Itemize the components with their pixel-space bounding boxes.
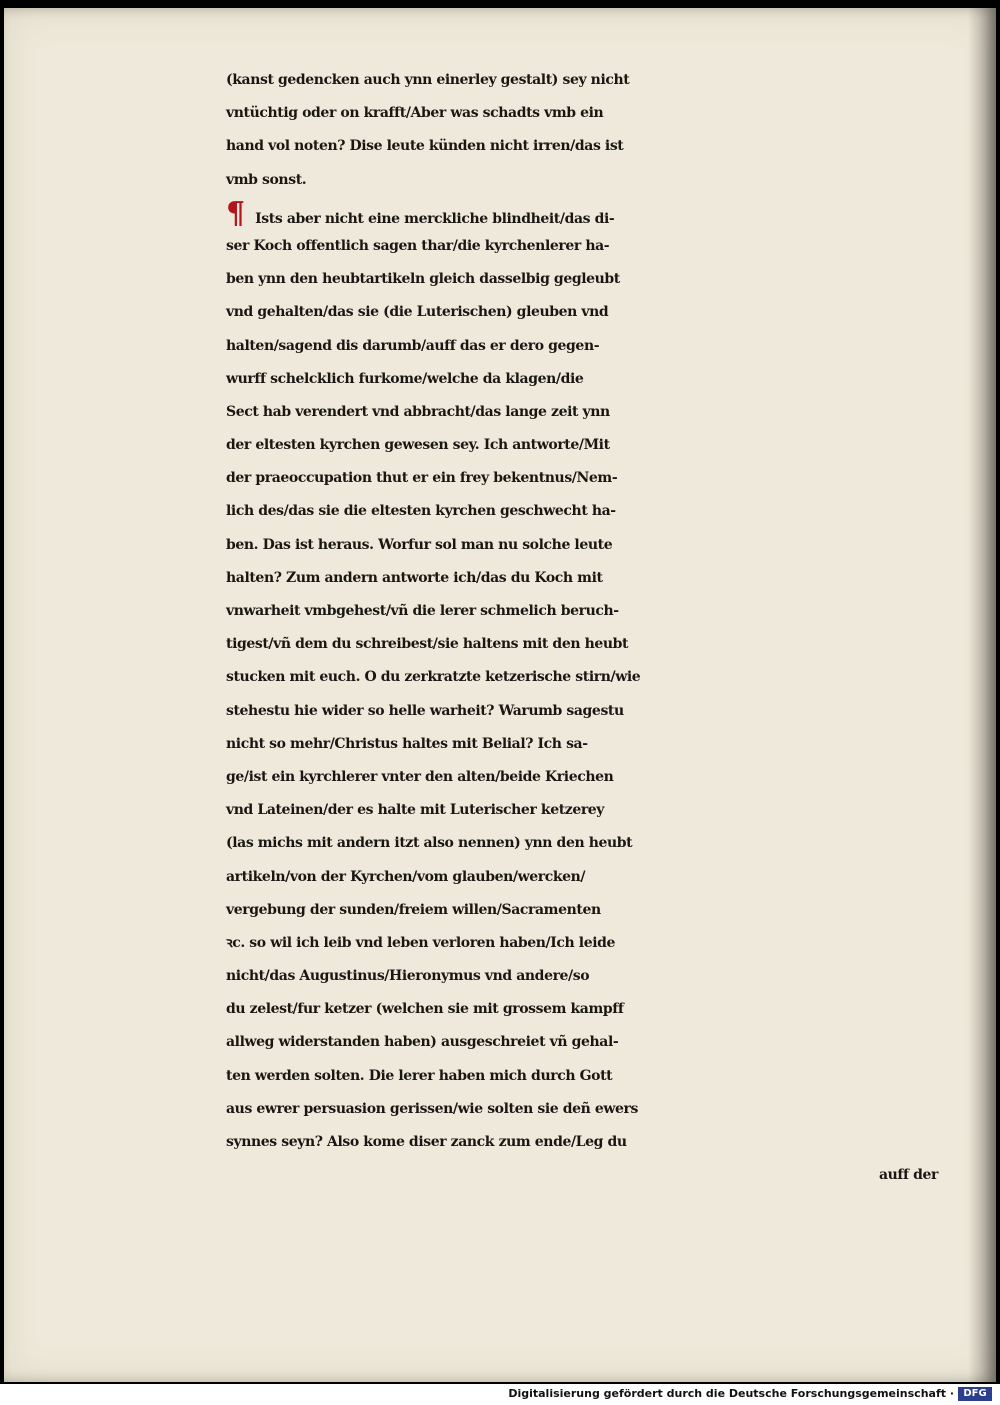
text-line-content: vntüchtig oder on krafft/Aber was schadts vmb ein: [226, 105, 604, 122]
text-line-content: der praeoccupation thut er ein frey bekentnus/Nem-: [226, 470, 618, 487]
text-line: [226, 894, 976, 927]
text-line-content: stucken mit euch. O du zerkratzte ketzerische stirn/wie: [226, 669, 641, 686]
text-line-content: Ists aber nicht eine merckliche blindheit/das di-: [250, 210, 615, 227]
text-line: [226, 363, 976, 396]
text-line: [226, 429, 976, 462]
text-line-content: halten/sagend dis darumb/auff das er dero gegen-: [226, 337, 600, 354]
text-line: [226, 562, 976, 595]
text-line: [226, 263, 976, 296]
text-line: [226, 794, 976, 827]
text-line: [226, 1060, 976, 1093]
text-line: [226, 761, 976, 794]
text-line: [226, 695, 976, 728]
text-line: [226, 197, 976, 230]
text-line-content: ben ynn den heubtartikeln gleich dasselbig gegleubt: [226, 271, 620, 288]
text-line: [226, 1093, 976, 1126]
text-line-content: ge/ist ein kyrchlerer vnter den alten/beide Kriechen: [226, 768, 614, 785]
text-line: [226, 164, 976, 197]
text-line: [226, 827, 976, 860]
text-line-content: vnwarheit vmbgehest/vñ die lerer schmelich beruch-: [226, 603, 619, 619]
text-line: [226, 595, 976, 628]
text-line: [226, 462, 976, 495]
text-line-content: hand vol noten? Dise leute künden nicht irren/das ist: [226, 138, 624, 155]
text-line: [226, 495, 976, 528]
text-line-content: nicht so mehr/Christus haltes mit Belial? Ich sa-: [226, 735, 588, 752]
footer-bar: [0, 1384, 1000, 1405]
text-line-content: wurff schelcklich furkome/welche da klagen/die: [226, 370, 584, 387]
text-line: [226, 64, 976, 97]
text-line-content: ten werden solten. Die lerer haben mich durch Gott: [226, 1067, 613, 1084]
text-line-content: artikeln/von der Kyrchen/vom glauben/wercken/: [226, 868, 586, 885]
text-line-content: synnes seyn? Also kome diser zanck zum ende/Leg du: [226, 1134, 627, 1150]
text-line-content: ben. Das ist heraus. Worfur sol man nu solche leute: [226, 536, 613, 553]
text-line-content: ꝛc. so wil ich leib vnd leben verloren haben/Ich leide: [226, 934, 616, 951]
text-line-content: lich des/das sie die eltesten kyrchen geschwecht ha-: [226, 503, 616, 520]
text-line-content: vnd gehalten/das sie (die Luterischen) gleuben vnd: [226, 304, 609, 321]
text-line: [226, 97, 976, 130]
text-line-content: der eltesten kyrchen gewesen sey. Ich antworte/Mit: [226, 437, 610, 454]
text-line-content: Sect hab verendert vnd abbracht/das lange zeit ynn: [226, 403, 610, 420]
text-line: [226, 927, 976, 960]
catchword: auff der: [878, 1167, 938, 1184]
text-line: [226, 661, 976, 694]
pilcrow-mark: ¶: [226, 195, 245, 231]
text-line: [226, 1026, 976, 1059]
text-line-content: aus ewrer persuasion gerissen/wie solten sie deñ ewers: [226, 1100, 639, 1117]
footer-credit: Digitalisierung gefördert durch die Deutsche Forschungsgemeinschaft ·: [508, 1387, 954, 1400]
text-line: [226, 628, 976, 661]
text-line: [226, 330, 976, 363]
text-line-content: tigest/vñ dem du schreibest/sie haltens mit den heubt: [226, 636, 629, 653]
text-line-content: (las michs mit andern itzt also nennen) ynn den heubt: [226, 835, 633, 852]
text-line-content: allweg widerstanden haben) ausgeschreiet vñ gehal-: [226, 1034, 619, 1051]
text-line-content: vnd Lateinen/der es halte mit Luterischer ketzerey: [226, 802, 605, 819]
text-line: [226, 728, 976, 761]
text-line: [226, 396, 976, 429]
text-line-content: vergebung der sunden/freiem willen/Sacramenten: [226, 901, 601, 918]
text-line-content: ser Koch offentlich sagen thar/die kyrchenlerer ha-: [226, 237, 610, 254]
text-line: [226, 1126, 976, 1159]
book-page: [4, 8, 996, 1382]
text-line: [226, 993, 976, 1026]
text-line-content: stehestu hie wider so helle warheit? Warumb sagestu: [226, 702, 624, 719]
text-line-content: (kanst gedencken auch ynn einerley gestalt) sey nicht: [226, 72, 630, 88]
text-line: [226, 296, 976, 329]
text-line: [226, 861, 976, 894]
text-line-content: du zelest/fur ketzer (welchen sie mit grossem kampff: [226, 1001, 624, 1018]
text-line: [226, 529, 976, 562]
dfg-logo: DFG: [958, 1387, 992, 1401]
text-line-content: nicht/das Augustinus/Hieronymus vnd andere/so: [226, 968, 590, 985]
text-line: [226, 960, 976, 993]
text-line-content: halten? Zum andern antworte ich/das du Koch mit: [226, 569, 603, 586]
text-line: [226, 130, 976, 163]
text-line: [226, 230, 976, 263]
page-text-block: [226, 64, 976, 1192]
text-line-content: vmb sonst.: [226, 171, 307, 188]
